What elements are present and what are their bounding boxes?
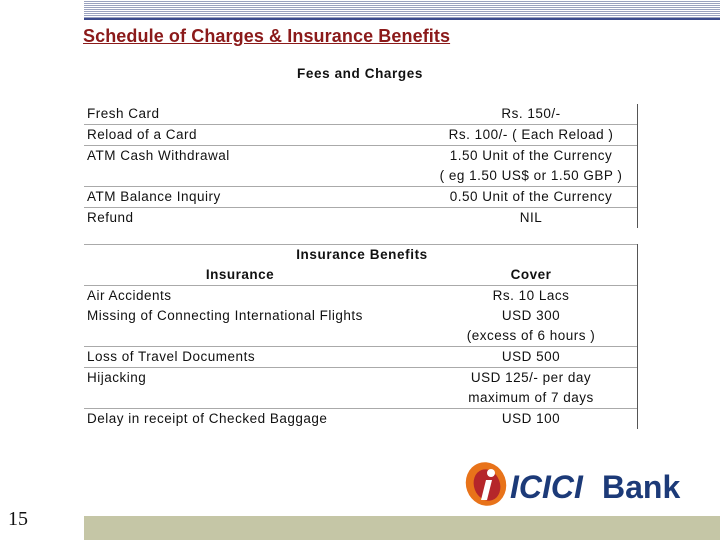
fees-value: NIL <box>519 210 543 225</box>
insurance-row <box>84 388 637 409</box>
fees-row <box>84 187 637 208</box>
insurance-value: maximum of 7 days <box>468 390 594 405</box>
cover-col-header: Cover <box>510 267 552 282</box>
insurance-item: Hijacking <box>87 370 147 385</box>
insurance-row <box>84 306 637 326</box>
slide-title: Schedule of Charges & Insurance Benefits <box>83 26 451 46</box>
fees-item: Reload of a Card <box>87 127 198 142</box>
insurance-table <box>84 244 638 429</box>
fees-item: ATM Cash Withdrawal <box>87 148 230 163</box>
logo-wordmark: ICICI <box>510 469 583 505</box>
footer-bar <box>84 516 720 540</box>
insurance-row <box>84 368 637 388</box>
header-hatch-band <box>84 0 720 20</box>
fees-value: ( eg 1.50 US$ or 1.50 GBP ) <box>439 168 623 183</box>
fees-value: Rs. 150/- <box>501 106 561 121</box>
insurance-item: Delay in receipt of Checked Baggage <box>87 411 328 426</box>
logo-mark-dot <box>487 469 495 477</box>
insurance-col-header: Insurance <box>205 267 275 282</box>
insurance-item: Loss of Travel Documents <box>87 349 256 364</box>
insurance-row <box>84 409 637 429</box>
logo-bank-word: Bank <box>602 469 681 505</box>
fees-value: 0.50 Unit of the Currency <box>449 189 613 204</box>
page-number: 15 <box>8 508 28 530</box>
insurance-row <box>84 326 637 347</box>
fees-heading: Fees and Charges <box>297 66 423 81</box>
fees-value: Rs. 100/- ( Each Reload ) <box>448 127 614 142</box>
icici-bank-logo <box>462 458 702 510</box>
fees-row <box>84 104 637 125</box>
insurance-value: Rs. 10 Lacs <box>492 288 570 303</box>
insurance-item: Air Accidents <box>87 288 172 303</box>
fees-row <box>84 146 637 166</box>
fees-row <box>84 208 637 228</box>
insurance-row <box>84 347 637 368</box>
fees-item: ATM Balance Inquiry <box>87 189 221 204</box>
insurance-heading: Insurance Benefits <box>296 247 428 262</box>
insurance-value: (excess of 6 hours ) <box>466 328 596 343</box>
fees-row <box>84 166 637 187</box>
insurance-value: USD 125/- per day <box>470 370 592 385</box>
insurance-item: Missing of Connecting International Flights <box>87 308 363 323</box>
fees-value: 1.50 Unit of the Currency <box>449 148 613 163</box>
insurance-header-row <box>84 265 637 286</box>
insurance-value: USD 100 <box>501 411 561 426</box>
insurance-value: USD 300 <box>501 308 561 323</box>
fees-item: Fresh Card <box>87 106 160 121</box>
fees-table <box>84 104 638 228</box>
fees-row <box>84 125 637 146</box>
insurance-heading-row <box>84 244 637 265</box>
insurance-value: USD 500 <box>501 349 561 364</box>
fees-item: Refund <box>87 210 134 225</box>
insurance-row <box>84 286 637 306</box>
